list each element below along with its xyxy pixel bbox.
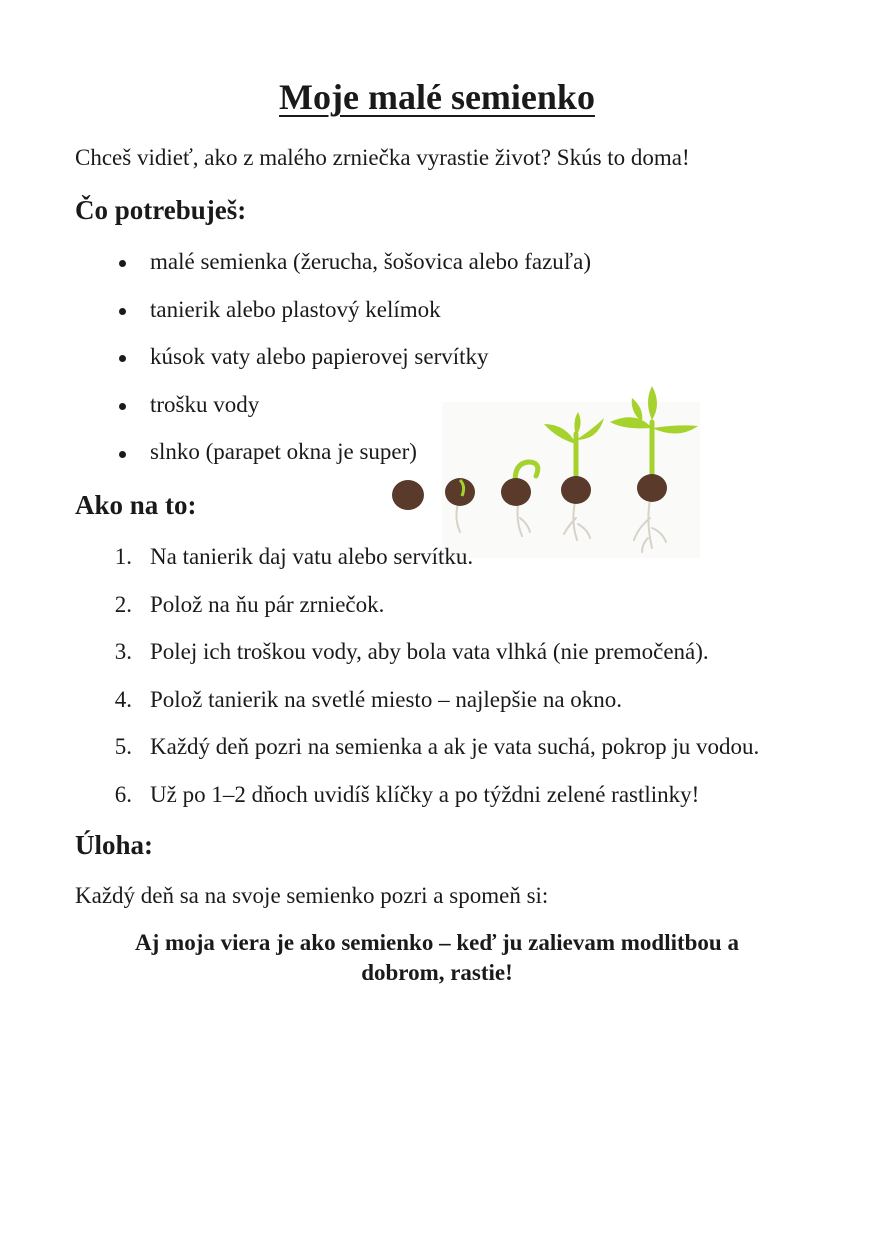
bullet-icon — [119, 403, 126, 410]
task-heading: Úloha: — [75, 830, 154, 860]
list-item: 1. Na tanierik daj vatu alebo servítku. — [114, 544, 474, 569]
steps-list — [0, 541, 874, 827]
page-title: Moje malé semienko — [279, 77, 595, 117]
task-text: Každý deň sa na svoje semienko pozri a spomeň si: — [75, 883, 549, 908]
list-item: slnko (parapet okna je super) — [0, 436, 874, 484]
list-item: malé semienka (žerucha, šošovica alebo fazuľa) — [0, 246, 874, 294]
bullet-icon — [119, 355, 126, 362]
steps-heading: Ako na to: — [75, 490, 197, 520]
motto-text: Aj moja viera je ako semienko – keď ju zalievam modlitbou a dobrom, rastie! — [135, 930, 739, 985]
list-item: 3. Polej ich troškou vody, aby bola vata vlhká (nie premočená). — [114, 639, 709, 665]
list-item: tanierik alebo plastový kelímok — [0, 294, 874, 342]
list-item: kúsok vaty alebo papierovej servítky — [0, 341, 874, 389]
needs-heading: Čo potrebuješ: — [75, 195, 247, 225]
list-item: trošku vody — [0, 389, 874, 437]
bullet-icon — [119, 308, 126, 315]
intro-text: Chceš vidieť, ako z malého zrniečka vyrastie život? Skús to doma! — [75, 145, 690, 170]
list-item: 4. Polož tanierik na svetlé miesto – najlepšie na okno. — [114, 686, 623, 712]
list-item: 2. Polož na ňu pár zrniečok. — [114, 591, 385, 617]
list-item: 6. Už po 1–2 dňoch uvidíš klíčky a po týždni zelené rastlinky! — [114, 781, 700, 807]
seed-germination-stages-icon — [380, 378, 700, 558]
bullet-icon — [119, 451, 126, 458]
list-item: 5. Každý deň pozri na semienka a ak je vata suchá, pokrop ju vodou. — [114, 734, 760, 760]
bullet-icon — [119, 260, 126, 267]
